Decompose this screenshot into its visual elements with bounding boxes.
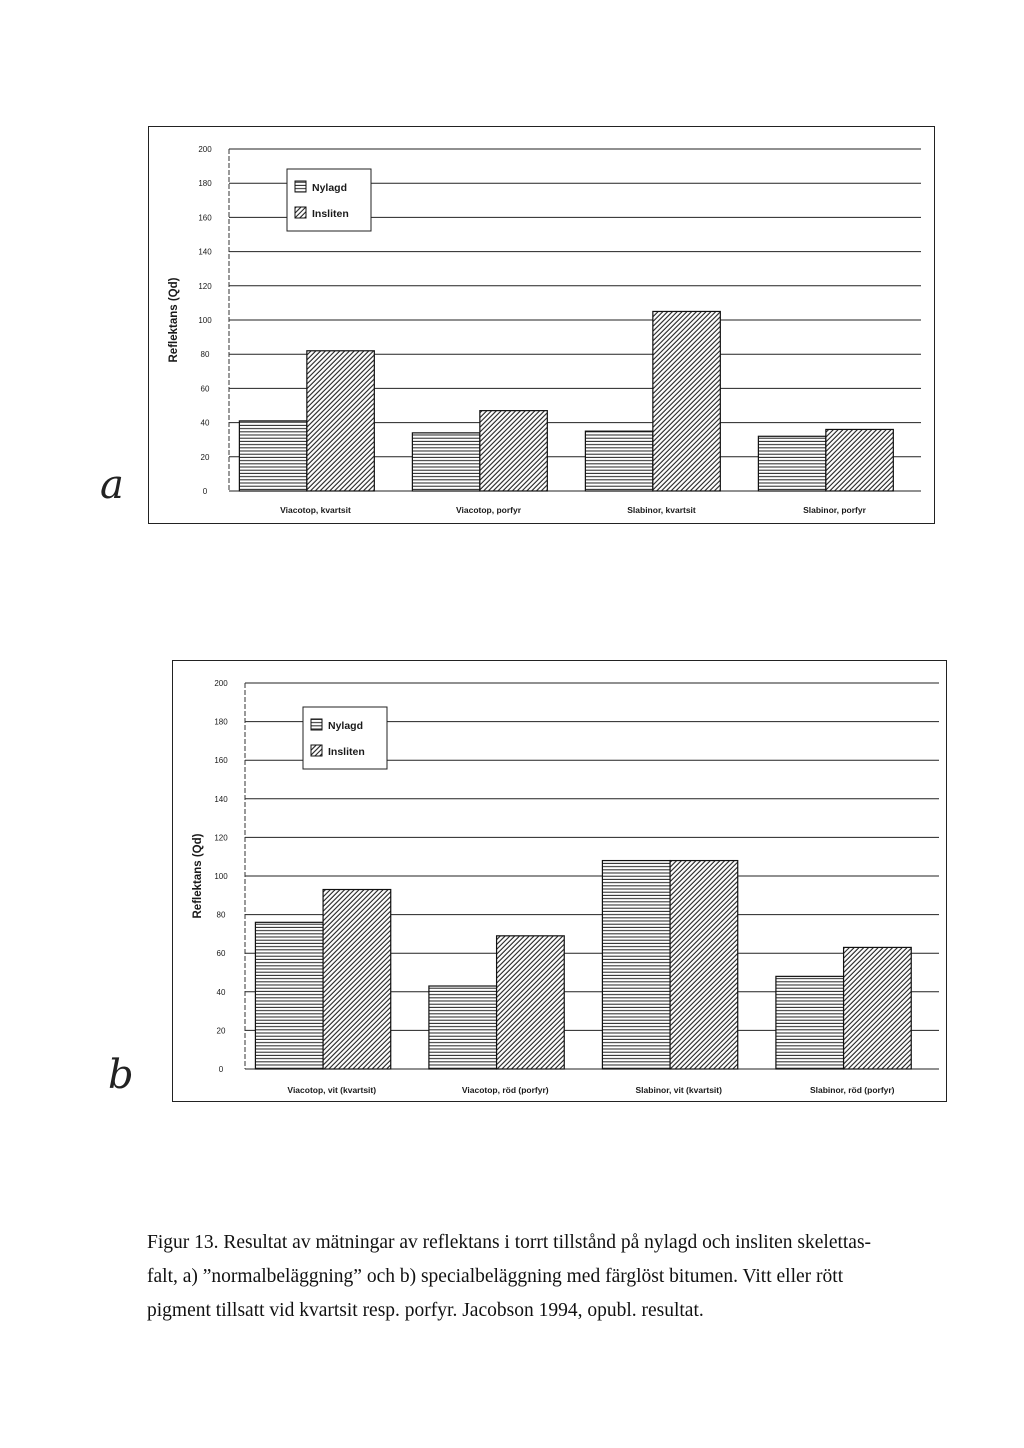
bar-nylagd xyxy=(255,922,323,1069)
category-label: Slabinor, kvartsit xyxy=(627,505,696,515)
chart-a-frame xyxy=(148,126,935,524)
y-tick-label: 40 xyxy=(200,418,210,428)
y-tick-label: 160 xyxy=(214,756,228,766)
bar-insliten xyxy=(323,890,391,1069)
y-tick-label: 40 xyxy=(216,987,226,997)
bar-insliten xyxy=(497,936,565,1069)
y-tick-label: 160 xyxy=(198,213,212,223)
y-tick-label: 60 xyxy=(216,949,226,959)
bar-insliten xyxy=(307,351,374,491)
category-label: Viacotop, röd (porfyr) xyxy=(461,1085,549,1095)
legend-swatch-nylagd xyxy=(311,719,322,730)
chart-b-frame xyxy=(172,660,947,1102)
y-tick-label: 120 xyxy=(198,281,212,291)
category-label: Viacotop, porfyr xyxy=(455,505,522,515)
bar-insliten xyxy=(653,311,720,491)
bar-nylagd xyxy=(429,986,497,1069)
legend-swatch-nylagd xyxy=(295,181,306,192)
y-axis-label: Reflektans (Qd) xyxy=(168,277,180,363)
bar-nylagd xyxy=(239,421,306,491)
panel-label-b: b xyxy=(108,1052,134,1098)
legend-box xyxy=(287,169,371,231)
y-tick-label: 20 xyxy=(216,1026,226,1036)
y-tick-label: 200 xyxy=(214,679,228,688)
y-tick-label: 100 xyxy=(198,316,212,325)
legend-label-insliten: Insliten xyxy=(328,746,365,758)
y-tick-label: 140 xyxy=(198,247,212,257)
y-tick-label: 80 xyxy=(200,350,210,360)
category-label: Slabinor, porfyr xyxy=(803,505,866,515)
y-tick-label: 140 xyxy=(214,794,228,804)
caption-line: falt, a) ”normalbeläggning” och b) specialbeläggning med färglöst bitumen. Vitt eller rött xyxy=(147,1266,844,1287)
bar-insliten xyxy=(480,411,547,491)
y-tick-label: 0 xyxy=(218,1065,224,1074)
legend-swatch-insliten xyxy=(311,745,322,756)
legend-label-nylagd: Nylagd xyxy=(312,182,348,194)
legend-label-insliten: Insliten xyxy=(312,208,349,220)
y-tick-label: 0 xyxy=(202,487,208,496)
figure-caption xyxy=(147,1226,917,1328)
category-label: Viacotop, kvartsit xyxy=(280,505,351,515)
bar-insliten xyxy=(670,861,738,1069)
y-tick-label: 20 xyxy=(200,452,210,462)
y-tick-label: 200 xyxy=(198,145,212,154)
chart-b xyxy=(173,661,946,1101)
category-label: Slabinor, röd (porfyr) xyxy=(809,1085,895,1095)
bar-nylagd xyxy=(758,436,825,491)
legend-swatch-insliten xyxy=(295,207,306,218)
y-axis-label: Reflektans (Qd) xyxy=(192,833,204,919)
legend-box xyxy=(303,707,387,769)
chart-a xyxy=(149,127,934,523)
bar-nylagd xyxy=(602,861,670,1069)
category-label: Viacotop, vit (kvartsit) xyxy=(287,1085,377,1095)
y-tick-label: 100 xyxy=(214,872,228,881)
y-tick-label: 60 xyxy=(200,384,210,394)
bar-nylagd xyxy=(776,976,844,1069)
y-tick-label: 180 xyxy=(214,717,228,727)
y-tick-label: 120 xyxy=(214,833,228,843)
y-tick-label: 80 xyxy=(216,910,226,920)
category-label: Slabinor, vit (kvartsit) xyxy=(635,1085,722,1095)
bar-nylagd xyxy=(412,433,479,491)
bar-insliten xyxy=(844,947,912,1069)
panel-label-a: a xyxy=(100,462,124,508)
bar-insliten xyxy=(826,429,893,491)
y-tick-label: 180 xyxy=(198,179,212,189)
caption-line: Figur 13. Resultat av mätningar av reflektans i torrt tillstånd på nylagd och insliten skelettas- xyxy=(147,1232,872,1253)
bar-nylagd xyxy=(585,431,652,491)
caption-line: pigment tillsatt vid kvartsit resp. porfyr. Jacobson 1994, opubl. resultat. xyxy=(147,1300,704,1321)
legend-label-nylagd: Nylagd xyxy=(328,720,364,732)
